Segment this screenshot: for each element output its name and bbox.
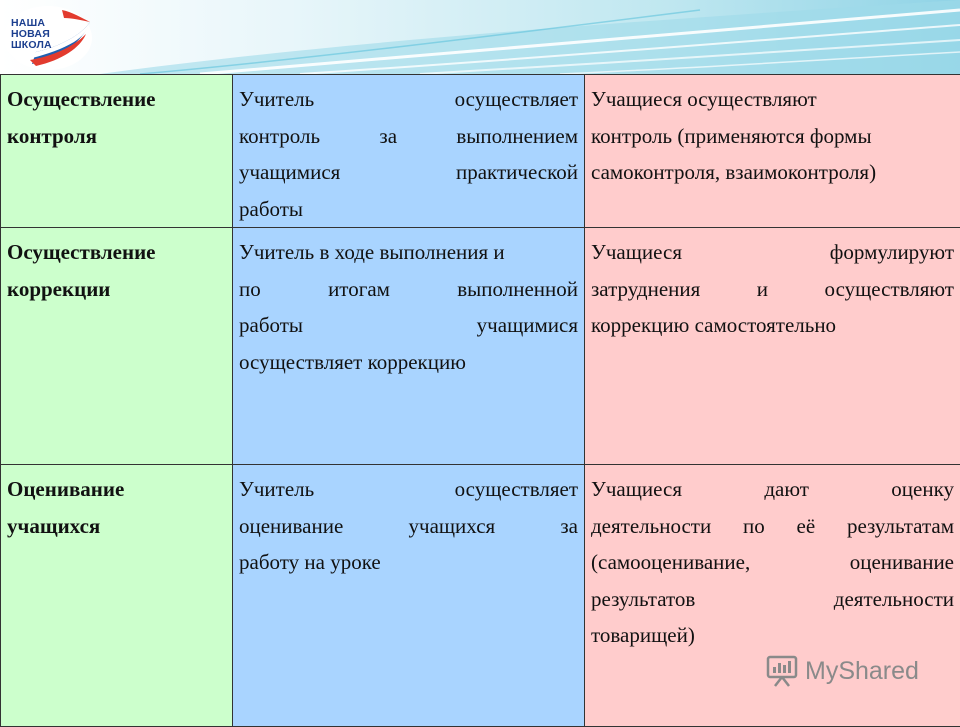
teacher-line: Учитель осуществляет [239, 81, 578, 118]
stage-line: учащихся [7, 508, 226, 545]
students-line: (самооценивание, оценивание [591, 544, 954, 581]
teacher-line: работы учащимися [239, 307, 578, 344]
stage-line: Осуществление [7, 234, 226, 271]
slide-header [0, 0, 960, 74]
stage-cell [1, 228, 233, 465]
students-line: затруднения и осуществляют [591, 271, 954, 308]
watermark [765, 654, 919, 688]
teacher-line: осуществляет коррекцию [239, 344, 578, 381]
students-line: товарищей) [591, 617, 954, 654]
teacher-line: оценивание учащихся за [239, 508, 578, 545]
students-line: результатов деятельности [591, 581, 954, 618]
teacher-line: Учитель в ходе выполнения и [239, 234, 578, 271]
teacher-line: по итогам выполненной [239, 271, 578, 308]
logo-line-1: НАША [11, 18, 52, 29]
students-cell [585, 75, 960, 228]
stage-line: Оценивание [7, 471, 226, 508]
teacher-line: Учитель осуществляет [239, 471, 578, 508]
presentation-board-icon [765, 654, 799, 688]
students-cell [585, 228, 960, 465]
stage-cell [1, 75, 233, 228]
teacher-cell [233, 228, 585, 465]
teacher-line: контроль за выполнением [239, 118, 578, 155]
table-row [1, 75, 960, 228]
logo-line-3: ШКОЛА [11, 40, 52, 51]
teacher-line: работу на уроке [239, 544, 578, 581]
stage-line: коррекции [7, 271, 226, 308]
comparison-table [0, 74, 960, 727]
table-row [1, 228, 960, 465]
students-line: Учащиеся дают оценку [591, 471, 954, 508]
students-line: Учащиеся осуществляют [591, 81, 954, 118]
students-line: контроль (применяются формы [591, 118, 954, 155]
header-wave-decoration [0, 0, 960, 74]
stage-cell [1, 465, 233, 727]
teacher-line: учащимися практической [239, 154, 578, 191]
watermark-text: MyShared [805, 657, 919, 686]
students-line: Учащиеся формулируют [591, 234, 954, 271]
stage-line: Осуществление [7, 81, 226, 118]
students-line: деятельности по её результатам [591, 508, 954, 545]
teacher-line: работы [239, 191, 578, 228]
teacher-cell [233, 75, 585, 228]
logo [2, 4, 98, 72]
stage-line: контроля [7, 118, 226, 155]
students-line: самоконтроля, взаимоконтроля) [591, 154, 954, 191]
students-line: коррекцию самостоятельно [591, 307, 954, 344]
logo-text [11, 18, 52, 51]
teacher-cell [233, 465, 585, 727]
logo-line-2: НОВАЯ [11, 29, 52, 40]
